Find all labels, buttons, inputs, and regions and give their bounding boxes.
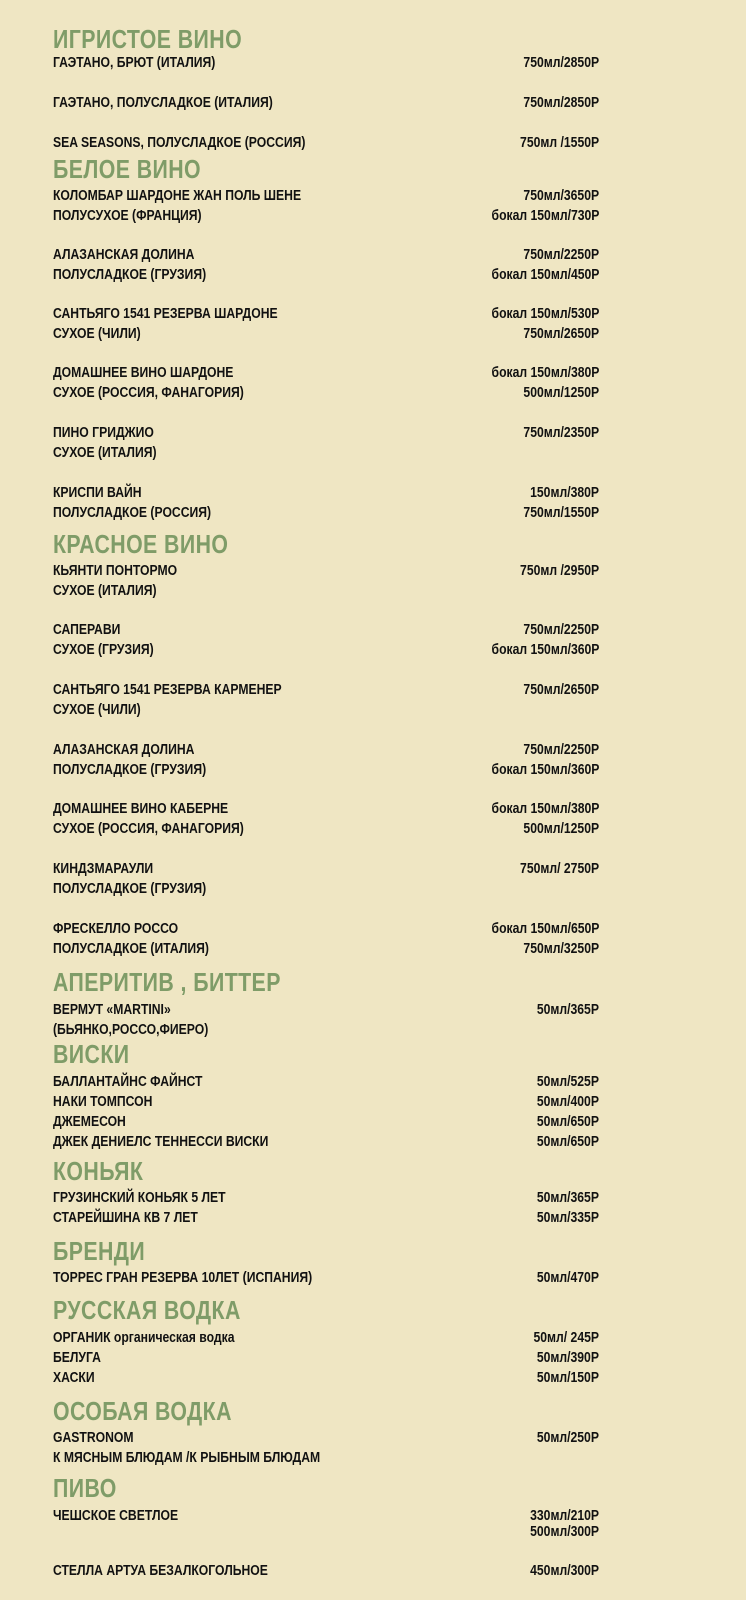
item-price: 750мл/2650Р (523, 682, 599, 698)
item-price: 50мл/365Р (536, 1002, 599, 1018)
item-price: 50мл/400Р (536, 1094, 599, 1110)
item-price: 50мл/ 245Р (533, 1330, 599, 1346)
item-name: САНТЬЯГО 1541 РЕЗЕРВА ШАРДОНЕ (53, 306, 278, 322)
item-name: ЧЕШСКОЕ СВЕТЛОЕ (53, 1508, 179, 1524)
item-price: 750мл/1550Р (523, 505, 599, 521)
item-name: ПОЛУСУХОЕ (ФРАНЦИЯ) (53, 208, 202, 224)
item-price: 50мл/250Р (536, 1430, 599, 1446)
item-name: SEA SEASONS, ПОЛУСЛАДКОЕ (РОССИЯ) (53, 135, 306, 151)
item-price: 750мл/2350Р (523, 425, 599, 441)
item-price: 750мл/3250Р (523, 941, 599, 957)
item-price: бокал 150мл/530Р (491, 306, 599, 322)
item-price: бокал 150мл/730Р (491, 208, 599, 224)
item-name: ГАЭТАНО, БРЮТ (ИТАЛИЯ) (53, 55, 216, 71)
item-price: бокал 150мл/360Р (491, 762, 599, 778)
item-name: ПОЛУСЛАДКОЕ (ГРУЗИЯ) (53, 881, 207, 897)
item-name: GASTRONOM (53, 1430, 134, 1446)
item-price: 50мл/650Р (536, 1134, 599, 1150)
item-price: 750мл/2250Р (523, 622, 599, 638)
item-price: 750мл/2650Р (523, 326, 599, 342)
item-name: СУХОЕ (ЧИЛИ) (53, 326, 141, 342)
item-name: ПОЛУСЛАДКОЕ (РОССИЯ) (53, 505, 212, 521)
item-price: 50мл/470Р (536, 1270, 599, 1286)
section-title-sparkling-wine: ИГРИСТОЕ ВИНО (53, 24, 243, 54)
item-name: НАКИ ТОМПСОН (53, 1094, 153, 1110)
item-name: КОЛОМБАР ШАРДОНЕ ЖАН ПОЛЬ ШЕНЕ (53, 188, 302, 204)
item-price: 50мл/335Р (536, 1210, 599, 1226)
section-title-red-wine: КРАСНОЕ ВИНО (53, 529, 229, 559)
item-name: ДЖЕМЕСОН (53, 1114, 126, 1130)
section-title-aperitif: АПЕРИТИВ , БИТТЕР (53, 967, 281, 997)
item-price: бокал 150мл/650Р (491, 921, 599, 937)
item-price: бокал 150мл/360Р (491, 642, 599, 658)
item-name: СУХОЕ (ЧИЛИ) (53, 702, 141, 718)
item-name: ДОМАШНЕЕ ВИНО ШАРДОНЕ (53, 365, 234, 381)
item-name: СУХОЕ (РОССИЯ, ФАНАГОРИЯ) (53, 821, 244, 837)
item-price: 750мл /1550Р (519, 135, 599, 151)
item-price: 750мл/2850Р (523, 95, 599, 111)
item-name: КЬЯНТИ ПОНТОРМО (53, 563, 178, 579)
item-price: 750мл/ 2750Р (519, 861, 599, 877)
item-name: ГАЭТАНО, ПОЛУСЛАДКОЕ (ИТАЛИЯ) (53, 95, 273, 111)
section-title-brandy: БРЕНДИ (53, 1236, 146, 1266)
section-title-russian-vodka: РУССКАЯ ВОДКА (53, 1295, 241, 1325)
item-price: бокал 150мл/380Р (491, 801, 599, 817)
item-price: 330мл/210Р (530, 1508, 599, 1524)
item-price: 50мл/525Р (536, 1074, 599, 1090)
item-name: КРИСПИ ВАЙН (53, 485, 142, 501)
item-name: ТОРРЕС ГРАН РЕЗЕРВА 10ЛЕТ (ИСПАНИЯ) (53, 1270, 313, 1286)
item-name: СУХОЕ (ИТАЛИЯ) (53, 583, 157, 599)
item-price: 500мл/300Р (530, 1524, 599, 1540)
item-price: 50мл/365Р (536, 1190, 599, 1206)
item-name: ХАСКИ (53, 1370, 95, 1386)
item-price: 50мл/390Р (536, 1350, 599, 1366)
item-name: ГРУЗИНСКИЙ КОНЬЯК 5 ЛЕТ (53, 1190, 226, 1206)
item-name: ДЖЕК ДЕНИЕЛС ТЕННЕССИ ВИСКИ (53, 1134, 269, 1150)
item-price: 450мл/300Р (530, 1563, 599, 1579)
item-name: ДОМАШНЕЕ ВИНО КАБЕРНЕ (53, 801, 229, 817)
item-name: СТЕЛЛА АРТУА БЕЗАЛКОГОЛЬНОЕ (53, 1563, 268, 1579)
item-name: БАЛЛАНТАЙНС ФАЙНСТ (53, 1074, 203, 1090)
item-price: 50мл/650Р (536, 1114, 599, 1130)
section-title-beer: ПИВО (53, 1473, 117, 1503)
item-price: 750мл/2250Р (523, 247, 599, 263)
item-name: АЛАЗАНСКАЯ ДОЛИНА (53, 247, 195, 263)
item-price: бокал 150мл/450Р (491, 267, 599, 283)
item-price: 750мл /2950Р (519, 563, 599, 579)
item-name: СУХОЕ (ГРУЗИЯ) (53, 642, 154, 658)
item-price: 500мл/1250Р (523, 821, 599, 837)
item-name: САНТЬЯГО 1541 РЕЗЕРВА КАРМЕНЕР (53, 682, 282, 698)
item-name: (БЬЯНКО,РОССО,ФИЕРО) (53, 1022, 209, 1038)
item-name: ПИНО ГРИДЖИО (53, 425, 154, 441)
item-price: 150мл/380Р (530, 485, 599, 501)
item-price: 750мл/3650Р (523, 188, 599, 204)
item-name: АЛАЗАНСКАЯ ДОЛИНА (53, 742, 195, 758)
section-title-special-vodka: ОСОБАЯ ВОДКА (53, 1396, 232, 1426)
item-name: ФРЕСКЕЛЛО РОССО (53, 921, 179, 937)
section-title-cognac: КОНЬЯК (53, 1156, 144, 1186)
section-title-white-wine: БЕЛОЕ ВИНО (53, 154, 202, 184)
item-name: ПОЛУСЛАДКОЕ (ИТАЛИЯ) (53, 941, 209, 957)
item-name: СУХОЕ (РОССИЯ, ФАНАГОРИЯ) (53, 385, 244, 401)
item-price: бокал 150мл/380Р (491, 365, 599, 381)
item-name: КИНДЗМАРАУЛИ (53, 861, 154, 877)
section-title-whisky: ВИСКИ (53, 1039, 130, 1069)
item-name: К МЯСНЫМ БЛЮДАМ /К РЫБНЫМ БЛЮДАМ (53, 1450, 321, 1466)
item-name: ОРГАНИК органическая водка (53, 1330, 235, 1346)
item-name: САПЕРАВИ (53, 622, 121, 638)
item-name: СУХОЕ (ИТАЛИЯ) (53, 445, 157, 461)
item-price: 750мл/2250Р (523, 742, 599, 758)
item-name: СТАРЕЙШИНА КВ 7 ЛЕТ (53, 1210, 198, 1226)
item-price: 750мл/2850Р (523, 55, 599, 71)
item-name: ВЕРМУТ «MARTINI» (53, 1002, 171, 1018)
item-price: 50мл/150Р (536, 1370, 599, 1386)
item-name: ПОЛУСЛАДКОЕ (ГРУЗИЯ) (53, 267, 207, 283)
item-price: 500мл/1250Р (523, 385, 599, 401)
item-name: БЕЛУГА (53, 1350, 101, 1366)
item-name: ПОЛУСЛАДКОЕ (ГРУЗИЯ) (53, 762, 207, 778)
